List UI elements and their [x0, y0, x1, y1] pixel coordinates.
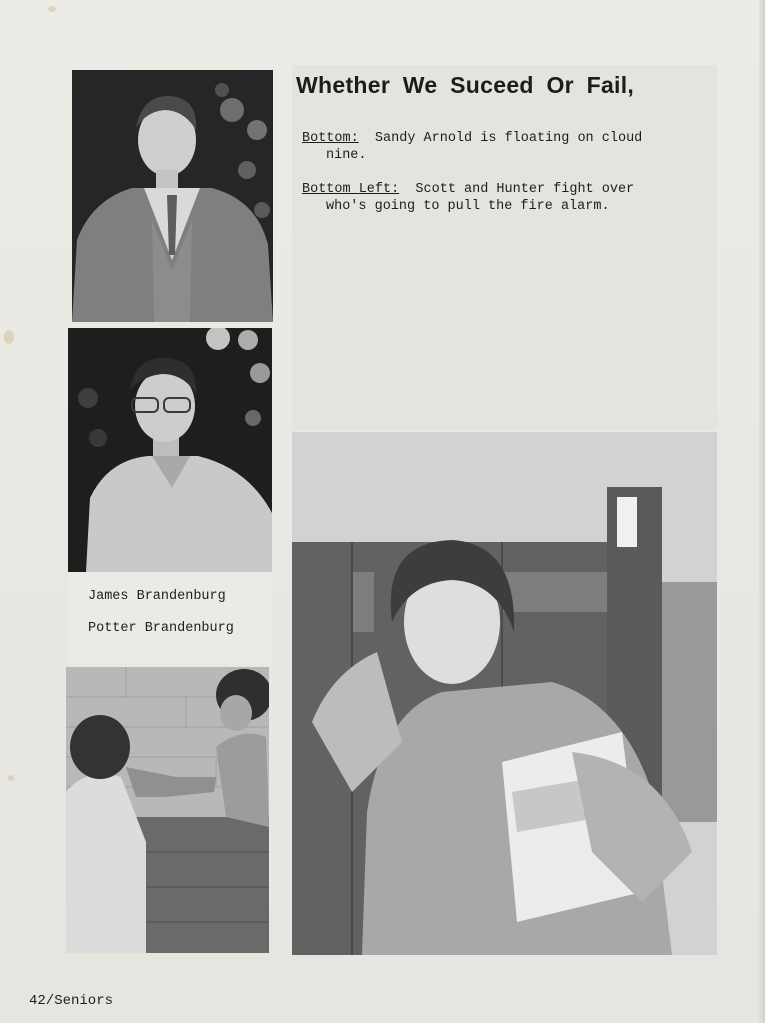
paper-stain — [48, 6, 56, 12]
name-panel — [68, 572, 272, 664]
student-name: James Brandenburg — [88, 589, 226, 604]
candid-photo-fire-alarm — [66, 667, 269, 953]
caption-continuation: who's going to pull the fire alarm. — [326, 199, 610, 214]
page-headline: Whether We Suceed Or Fail, — [296, 72, 635, 98]
caption-continuation: nine. — [326, 148, 367, 163]
caption-label: Bottom Left: — [302, 182, 400, 197]
caption-text: Scott and Hunter fight over — [415, 182, 635, 197]
page-edge — [759, 0, 765, 1023]
paper-stain — [8, 775, 14, 781]
portrait-photo-suit — [72, 70, 273, 322]
portrait-photo-glasses — [68, 328, 272, 572]
paper-stain — [4, 330, 14, 344]
caption-text: Sandy Arnold is floating on cloud — [374, 131, 643, 146]
candid-photo-locker — [292, 432, 717, 955]
caption-bottom-left — [302, 181, 702, 215]
caption-panel — [292, 65, 717, 430]
student-name: Potter Brandenburg — [88, 621, 234, 636]
caption-bottom — [302, 130, 702, 164]
page-folio: 42/Seniors — [29, 993, 114, 1009]
caption-label: Bottom: — [302, 131, 359, 146]
